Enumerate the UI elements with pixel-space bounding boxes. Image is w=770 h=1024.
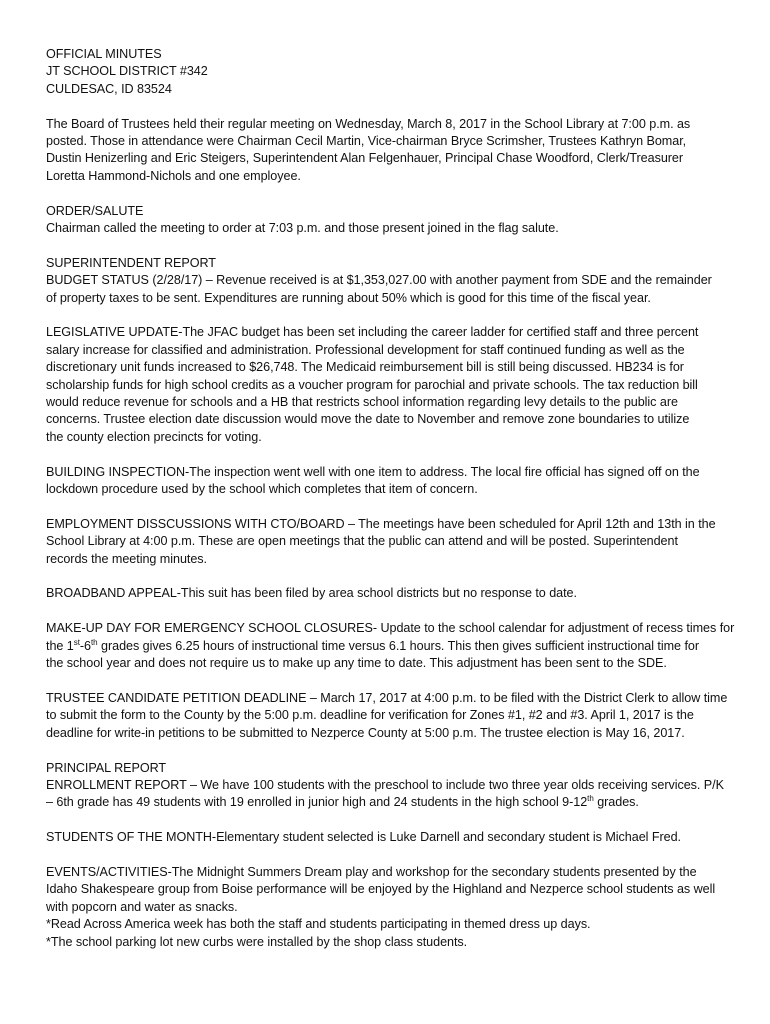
minutes-document xyxy=(46,46,736,968)
bullet-line: *Read Across America week has both the staff and students participating in themed dress up days. xyxy=(46,917,591,932)
paragraph-line: LEGISLATIVE UPDATE-The JFAC budget has been set including the career ladder for certified staff and three percent xyxy=(46,325,699,340)
paragraph-line: EMPLOYMENT DISSCUSSIONS WITH CTO/BOARD – The meetings have been scheduled for April 12th and 13th in the xyxy=(46,516,716,531)
district-location: CULDESAC, ID 83524 xyxy=(46,81,172,96)
building-inspection-paragraph xyxy=(46,464,736,499)
ordinal-suffix: th xyxy=(91,637,98,647)
paragraph-line: EVENTS/ACTIVITIES-The Midnight Summers Dream play and workshop for the secondary students presented by the xyxy=(46,864,697,879)
paragraph-line: with popcorn and water as snacks. xyxy=(46,899,238,914)
paragraph-line: salary increase for classified and administration. Professional development for staff continued funding as well as the xyxy=(46,342,685,357)
paragraph-line: records the meeting minutes. xyxy=(46,551,207,566)
bullet-line: *The school parking lot new curbs were installed by the shop class students. xyxy=(46,934,468,949)
text-run: the 1 xyxy=(46,638,74,653)
text-run: grades gives 6.25 hours of instructional time versus 6.1 hours. This then gives sufficient instructional time for xyxy=(97,638,700,653)
paragraph-line xyxy=(46,794,736,811)
budget-status-section xyxy=(46,255,736,307)
legislative-update-paragraph xyxy=(46,324,736,446)
paragraph-line: MAKE-UP DAY FOR EMERGENCY SCHOOL CLOSURES- Update to the school calendar for adjustment of recess times for xyxy=(46,621,735,636)
paragraph-line: BROADBAND APPEAL-This suit has been filed by area school districts but no response to date. xyxy=(46,586,577,601)
paragraph-line: Loretta Hammond-Nichols and one employee. xyxy=(46,168,301,183)
paragraph-line: lockdown procedure used by the school which completes that item of concern. xyxy=(46,482,478,497)
paragraph-line: School Library at 4:00 p.m. These are open meetings that the public can attend and will be posted. Superintendent xyxy=(46,534,678,549)
paragraph-line: concerns. Trustee election date discussion would move the date to November and remove zone boundaries to utilize xyxy=(46,412,690,427)
paragraph-line: BUILDING INSPECTION-The inspection went well with one item to address. The local fire official has signed off on the xyxy=(46,464,700,479)
ordinal-suffix: st xyxy=(73,637,80,647)
section-heading: PRINCIPAL REPORT xyxy=(46,760,167,775)
paragraph-line: deadline for write-in petitions to be submitted to Nezperce County at 5:00 p.m. The trustee election is May 16, 2017. xyxy=(46,725,685,740)
ordinal-suffix: th xyxy=(587,794,594,804)
text-run: – 6th grade has 49 students with 19 enrolled in junior high and 24 students in the high school 9-12 xyxy=(46,795,588,810)
paragraph-line: to submit the form to the County by the 5:00 p.m. deadline for verification for Zones #1, #2 and #3. April 1, 2017 is the xyxy=(46,708,694,723)
students-of-month-paragraph xyxy=(46,829,736,846)
paragraph-line: ENROLLMENT REPORT – We have 100 students with the preschool to include two three year olds receiving services. P/K xyxy=(46,777,724,792)
paragraph-line: would reduce revenue for schools and a HB that restricts school information regarding levy details to the public are xyxy=(46,395,678,410)
document-title: OFFICIAL MINUTES xyxy=(46,47,162,61)
broadband-appeal-paragraph xyxy=(46,585,736,602)
paragraph-line: The Board of Trustees held their regular meeting on Wednesday, March 8, 2017 in the School Library at 7:00 p.m. as xyxy=(46,116,691,131)
petition-deadline-paragraph xyxy=(46,690,736,742)
paragraph-line xyxy=(46,638,736,655)
text-run: -6 xyxy=(79,638,91,653)
make-up-day-paragraph xyxy=(46,620,736,672)
employment-discussions-paragraph xyxy=(46,516,736,568)
intro-paragraph xyxy=(46,116,736,186)
paragraph-line: Dustin Henizerling and Eric Steigers, Superintendent Alan Felgenhauer, Principal Chase Woodford, Clerk/Treasurer xyxy=(46,151,684,166)
paragraph-line: discretionary unit funds increased to $26,748. The Medicaid reimbursement bill is still being discussed. HB234 is for xyxy=(46,360,684,375)
document-header xyxy=(46,46,736,98)
paragraph-line: scholarship funds for high school credits as a voucher program for parochial and private schools. The tax reduction bill xyxy=(46,377,698,392)
paragraph-line: of property taxes to be sent. Expenditures are running about 50% which is good for this time of the fiscal year. xyxy=(46,290,651,305)
text-run: grades. xyxy=(593,795,639,810)
district-name: JT SCHOOL DISTRICT #342 xyxy=(46,64,208,79)
section-heading: SUPERINTENDENT REPORT xyxy=(46,255,216,270)
paragraph-line: Chairman called the meeting to order at 7:03 p.m. and those present joined in the flag salute. xyxy=(46,221,559,236)
paragraph-line: Idaho Shakespeare group from Boise performance will be enjoyed by the Highland and Nezperce school students as well xyxy=(46,882,716,897)
paragraph-line: posted. Those in attendance were Chairman Cecil Martin, Vice-chairman Bryce Scrimsher, Trustees Kathryn Bomar, xyxy=(46,134,687,149)
paragraph-line: the county election precincts for voting. xyxy=(46,429,262,444)
section-heading: ORDER/SALUTE xyxy=(46,203,144,218)
enrollment-report-section xyxy=(46,760,736,812)
paragraph-line: TRUSTEE CANDIDATE PETITION DEADLINE – March 17, 2017 at 4:00 p.m. to be filed with the District Clerk to allow time xyxy=(46,690,728,705)
paragraph-line: the school year and does not require us to make up any time to date. This adjustment has been sent to the SDE. xyxy=(46,656,667,671)
events-activities-paragraph xyxy=(46,864,736,951)
order-salute-section xyxy=(46,203,736,238)
paragraph-line: STUDENTS OF THE MONTH-Elementary student selected is Luke Darnell and secondary student is Michael Fred. xyxy=(46,830,681,845)
paragraph-line: BUDGET STATUS (2/28/17) – Revenue received is at $1,353,027.00 with another payment from SDE and the remainder xyxy=(46,273,712,288)
